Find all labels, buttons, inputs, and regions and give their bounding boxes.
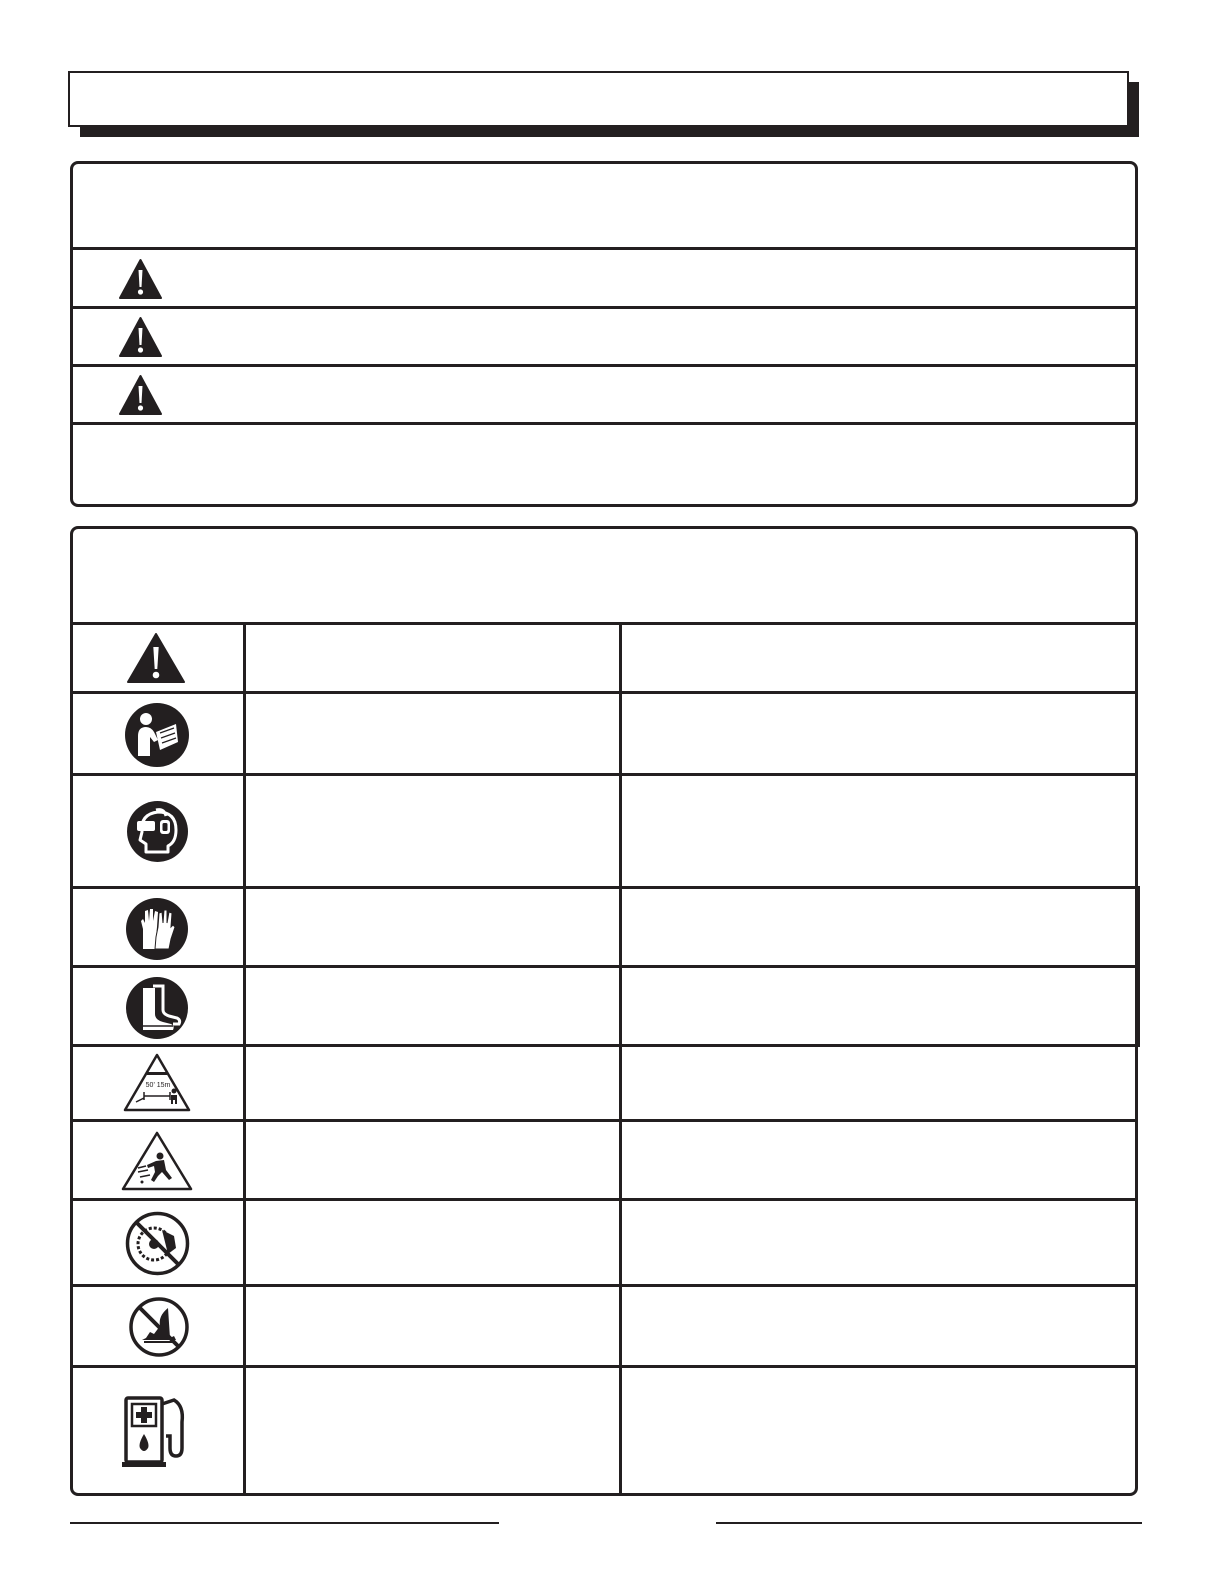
warning-triangle-icon [126,632,186,684]
warning-triangle-icon [118,316,163,358]
title-banner [68,71,1129,127]
divider [72,364,1136,367]
row-divider [72,886,1140,889]
boots-icon [125,976,189,1040]
fuel-pump-icon [120,1392,196,1470]
distance-label: 50' 15m [145,1082,171,1089]
row-divider [72,622,1136,625]
divider [72,247,1136,250]
row-divider [72,1365,1136,1368]
row-divider [72,1044,1140,1047]
column-divider [619,624,622,1494]
keep-bystanders-away-icon [122,1052,192,1114]
warning-triangle-icon [118,374,163,416]
footer-rule-right [716,1522,1142,1524]
divider [72,422,1136,425]
divider [72,306,1136,309]
read-manual-icon [124,702,190,768]
edge-segment [1137,886,1140,1047]
signal-words-box [70,161,1138,507]
column-divider [243,624,246,1494]
symbols-table [70,526,1138,1496]
eye-ear-protection-icon [126,800,189,863]
row-divider [72,1284,1136,1287]
row-divider [72,1198,1136,1201]
row-divider [72,773,1136,776]
ricochet-warning-icon [120,1130,194,1192]
no-fire-icon [128,1296,190,1358]
warning-triangle-icon [118,258,163,300]
gloves-icon [125,897,189,961]
row-divider [72,965,1140,968]
no-blade-icon [124,1210,191,1277]
footer-rule-left [70,1522,499,1524]
row-divider [72,691,1136,694]
row-divider [72,1119,1136,1122]
